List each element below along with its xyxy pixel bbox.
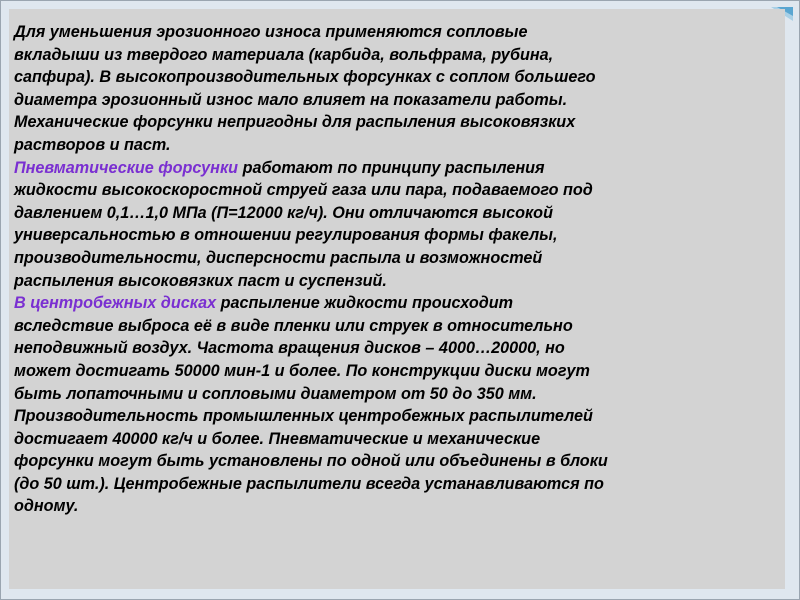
text-line-21: (до 50 шт.). Центробежные распылители всегда устанавливаются по	[14, 474, 604, 493]
text-line-13-rest: распыление жидкости происходит	[220, 294, 514, 313]
text-line-12: распыления высоковязких паст и суспензий.	[14, 271, 387, 290]
text-line-17: быть лопаточными и сопловыми диаметром от 50 до 350 мм.	[14, 384, 537, 403]
text-line-9: давлением 0,1…1,0 МПа (П=12000 кг/ч). Они отличаются высокой	[14, 203, 553, 222]
text-line-7	[14, 157, 784, 180]
text-line-2: вкладыши из твердого материала (карбида, вольфрама, рубина,	[14, 45, 554, 64]
text-line-16: может достигать 50000 мин-1 и более. По конструкции диски могут	[14, 361, 590, 380]
text-line-13	[14, 292, 784, 315]
text-line-8: жидкости высокоскоростной струей газа или пара, подаваемого под	[14, 181, 593, 200]
centrifugal-heading: В центробежных дисках	[14, 294, 217, 313]
text-line-14: вследствие выброса её в виде пленки или струек в относительно	[14, 316, 573, 335]
text-line-4: диаметра эрозионный износ мало влияет на показатели работы.	[14, 90, 568, 109]
pneumatic-heading: Пневматические форсунки	[14, 158, 239, 177]
slide-body-text	[14, 21, 784, 518]
text-line-7-rest: работают по принципу распыления	[242, 158, 545, 177]
text-line-1: Для уменьшения эрозионного износа применяются сопловые	[14, 23, 528, 41]
text-line-15: неподвижный воздух. Частота вращения дисков – 4000…20000, но	[14, 339, 565, 358]
text-line-22: одному.	[14, 497, 79, 516]
text-line-19: достигает 40000 кг/ч и более. Пневматические и механические	[14, 429, 541, 448]
text-line-11: производительности, дисперсности распыла и возможностей	[14, 248, 543, 267]
text-line-10: универсальностью в отношении регулирования формы факелы,	[14, 226, 558, 245]
text-line-5: Механические форсунки непригодны для распыления высоковязких	[14, 113, 576, 132]
text-panel	[9, 9, 785, 589]
text-line-6: растворов и паст.	[14, 135, 171, 154]
text-line-18: Производительность промышленных центробежных распылителей	[14, 407, 593, 426]
text-line-20: форсунки могут быть установлены по одной или объединены в блоки	[14, 452, 608, 471]
text-line-3: сапфира). В высокопроизводительных форсунках с соплом большего	[14, 68, 596, 87]
